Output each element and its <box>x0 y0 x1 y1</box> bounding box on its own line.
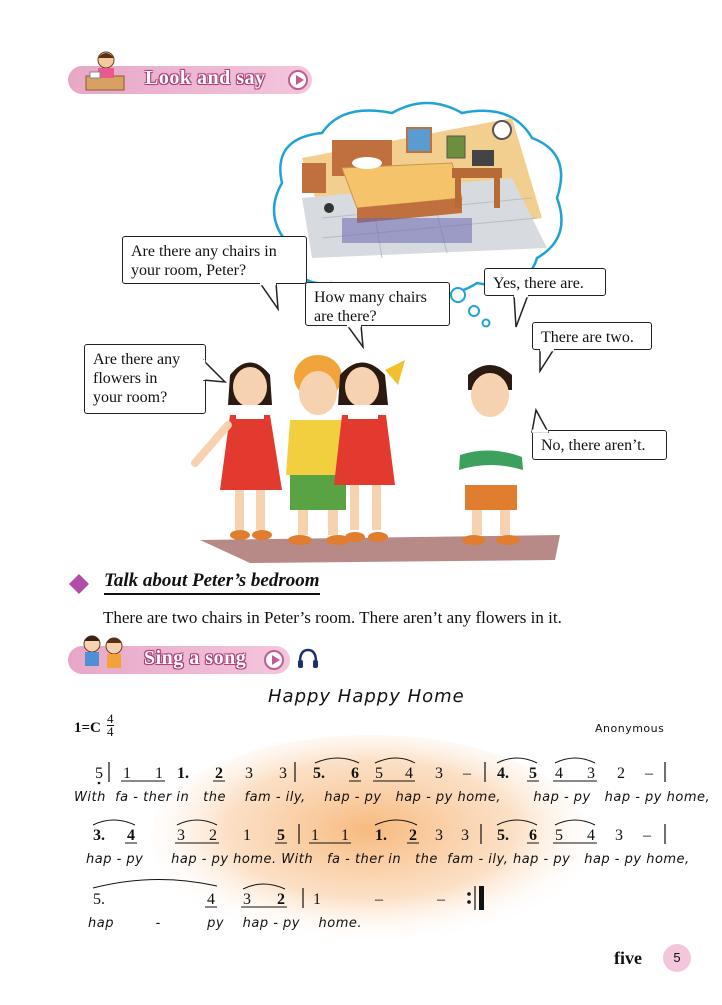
svg-text:5.: 5. <box>93 891 105 908</box>
child-at-desk-icon <box>82 48 130 96</box>
svg-text:3.: 3. <box>93 827 105 844</box>
svg-text:3: 3 <box>243 891 251 908</box>
bubble-line: There are two. <box>541 329 634 346</box>
svg-text:4.: 4. <box>497 765 509 782</box>
headphones-icon[interactable] <box>296 647 320 671</box>
svg-text:3: 3 <box>177 827 185 844</box>
bubble-line: are there? <box>314 308 377 325</box>
svg-text:4: 4 <box>587 827 595 844</box>
play-icon[interactable] <box>264 650 284 670</box>
svg-text:2: 2 <box>209 827 217 844</box>
svg-text:5: 5 <box>555 827 563 844</box>
svg-text:3: 3 <box>279 765 287 782</box>
svg-text:1: 1 <box>123 765 131 782</box>
svg-text:5.: 5. <box>313 765 325 782</box>
bubble-line: your room, Peter? <box>131 262 247 279</box>
time-signature-top: 4 <box>107 711 114 726</box>
speech-bubble-how-many <box>305 282 450 326</box>
svg-text:1.: 1. <box>177 765 189 782</box>
svg-text:–: – <box>645 765 653 782</box>
lyrics-line-3: hap - py hap - py home. <box>88 916 363 931</box>
page-word: five <box>614 948 642 968</box>
play-icon[interactable] <box>288 70 308 90</box>
svg-text:1: 1 <box>311 827 319 844</box>
bubble-line: Yes, there are. <box>493 275 584 292</box>
look-and-say-title: Look and say <box>145 67 266 89</box>
singing-children-icon <box>76 632 132 674</box>
svg-text:2: 2 <box>215 765 223 782</box>
bubble-tail <box>510 295 532 329</box>
bubble-line: Are there any chairs in <box>131 243 277 260</box>
music-notation-3 <box>85 876 505 916</box>
talk-about-heading: Talk about Peter’s bedroom <box>104 570 320 595</box>
bubble-line: How many chairs <box>314 289 427 306</box>
music-notation-1 <box>85 756 675 786</box>
svg-text:1: 1 <box>341 827 349 844</box>
svg-text:1.: 1. <box>375 827 387 844</box>
svg-text:6: 6 <box>351 765 359 782</box>
svg-text:–: – <box>463 765 471 782</box>
svg-text:5: 5 <box>277 827 285 844</box>
svg-text:4: 4 <box>405 765 413 782</box>
svg-text:4: 4 <box>127 827 135 844</box>
svg-text:2: 2 <box>277 891 285 908</box>
svg-text:3: 3 <box>615 827 623 844</box>
svg-text:–: – <box>643 827 651 844</box>
svg-text:2: 2 <box>409 827 417 844</box>
svg-text:3: 3 <box>461 827 469 844</box>
bubble-line: flowers in <box>93 370 158 387</box>
children-illustration <box>190 345 570 565</box>
bubble-tail <box>258 283 280 311</box>
svg-text:–: – <box>437 891 445 908</box>
song-key: 1=C <box>74 720 101 736</box>
svg-text:4: 4 <box>207 891 215 908</box>
diamond-bullet-icon <box>68 573 90 595</box>
song-composer: Anonymous <box>595 722 665 735</box>
music-notation-2 <box>85 818 675 850</box>
svg-text:5: 5 <box>375 765 383 782</box>
svg-text:–: – <box>375 891 383 908</box>
svg-text:3: 3 <box>587 765 595 782</box>
bubble-line: Are there any <box>93 351 181 368</box>
svg-text:1: 1 <box>155 765 163 782</box>
svg-text:3: 3 <box>435 765 443 782</box>
song-title: Happy Happy Home <box>268 686 465 707</box>
bubble-line: your room? <box>93 389 168 406</box>
svg-text:1: 1 <box>313 891 321 908</box>
bubble-line: No, there aren’t. <box>541 437 646 454</box>
speech-bubble-chairs <box>122 236 307 284</box>
talk-about-sentence: There are two chairs in Peter’s room. There aren’t any flowers in it. <box>103 608 562 627</box>
page-number-badge: 5 <box>663 944 691 972</box>
svg-text:5: 5 <box>95 765 103 782</box>
svg-text:4: 4 <box>555 765 563 782</box>
lyrics-line-1: With fa - ther in the fam - ily, hap - py hap - py home, hap - py hap - py home, <box>74 790 711 805</box>
svg-text:3: 3 <box>245 765 253 782</box>
sing-a-song-title: Sing a song <box>144 647 247 669</box>
svg-text:2: 2 <box>617 765 625 782</box>
time-signature <box>107 713 114 738</box>
time-signature-bottom: 4 <box>107 724 114 739</box>
svg-text:1: 1 <box>243 827 251 844</box>
speech-bubble-yes <box>484 268 606 296</box>
svg-text:6: 6 <box>529 827 537 844</box>
svg-text:5.: 5. <box>497 827 509 844</box>
svg-text:3: 3 <box>435 827 443 844</box>
lyrics-line-2: hap - py hap - py home. With fa - ther in the fam - ily, hap - py hap - py home, <box>86 852 690 867</box>
speech-bubble-flowers <box>84 344 206 414</box>
svg-text:5: 5 <box>529 765 537 782</box>
